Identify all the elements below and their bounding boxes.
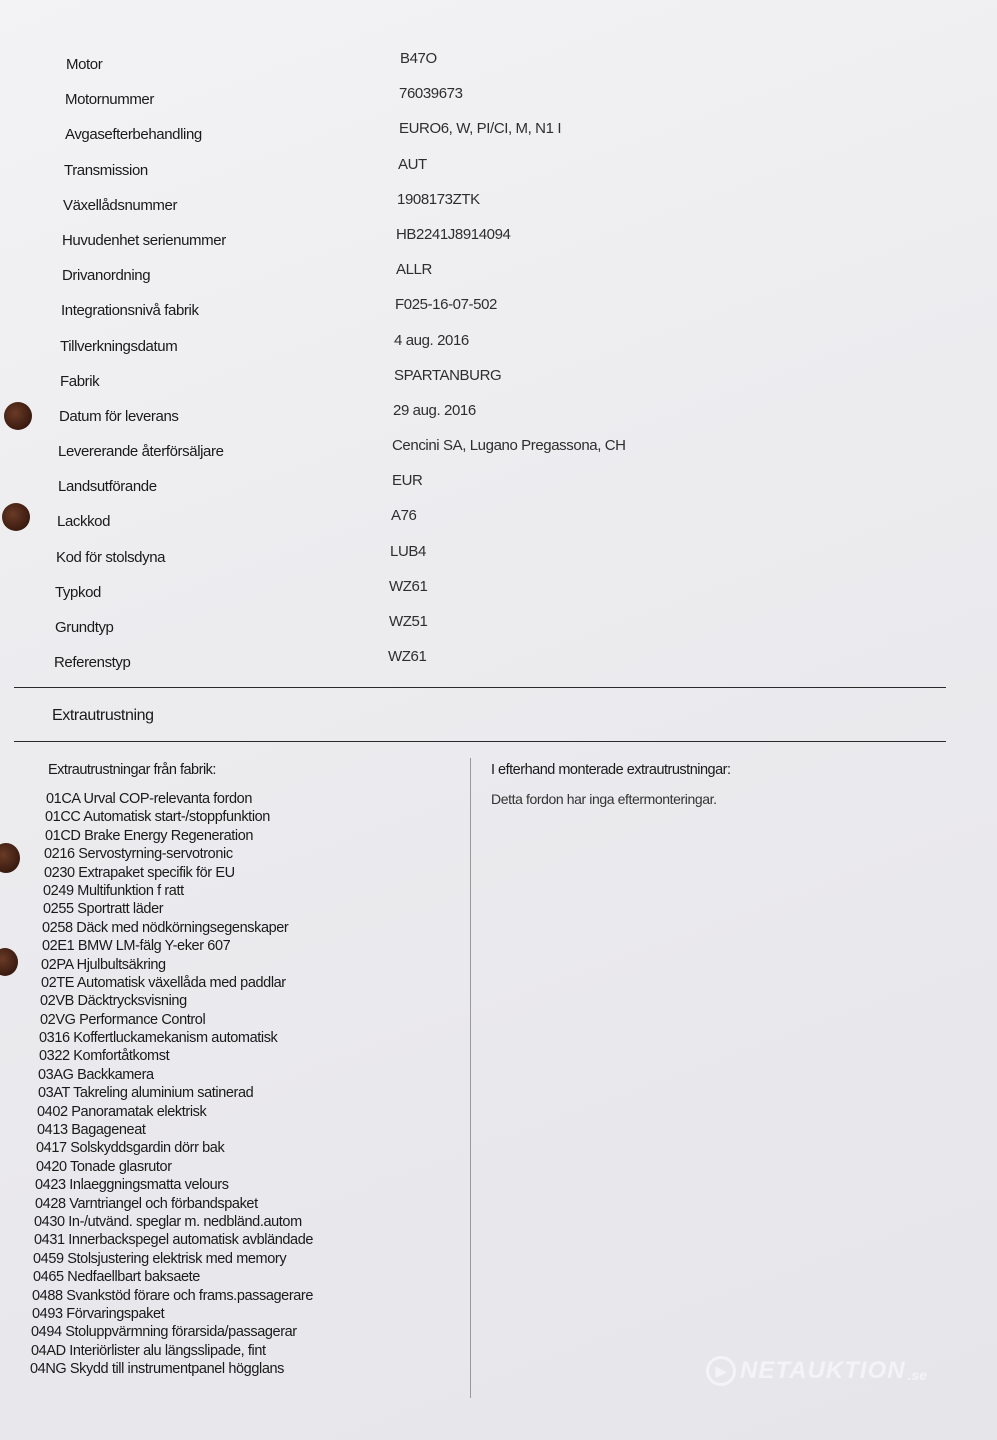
spec-row xyxy=(60,363,680,398)
factory-option-item: 04NG Skydd till instrumentpanel högglans xyxy=(30,1361,285,1378)
spec-row xyxy=(58,433,678,468)
factory-option-item: 02VG Performance Control xyxy=(40,1011,206,1028)
factory-option-item: 0465 Nedfaellbart baksaete xyxy=(33,1269,200,1286)
factory-option-item: 04AD Interiörlister alu längsslipade, fint xyxy=(31,1342,266,1359)
spec-row xyxy=(55,574,675,609)
spec-row xyxy=(61,292,681,327)
section-title: Extrautrustning xyxy=(52,707,154,724)
factory-option-item: 0420 Tonade glasrutor xyxy=(36,1158,172,1175)
watermark-logo xyxy=(706,1356,927,1386)
factory-option-item: 0494 Stoluppvärmning förarsida/passagerar xyxy=(31,1324,297,1341)
factory-option-item: 01CA Urval COP-relevanta fordon xyxy=(46,791,253,807)
spec-label: Landsutförande xyxy=(58,478,157,496)
spec-row xyxy=(66,46,686,81)
spec-value: 76039673 xyxy=(399,85,463,103)
spec-row xyxy=(65,81,685,116)
spec-label: Växellådsnummer xyxy=(63,196,178,214)
spec-row xyxy=(60,328,680,363)
spec-label: Transmission xyxy=(64,161,148,179)
factory-option-item: 0413 Bagageneat xyxy=(37,1122,146,1139)
spec-label: Datum för leverans xyxy=(59,407,179,425)
factory-option-item: 0488 Svankstöd förare och frams.passagerare xyxy=(32,1287,314,1304)
factory-option-item: 0230 Extrapaket specifik för EU xyxy=(44,864,235,881)
punch-hole xyxy=(4,402,32,430)
spec-row xyxy=(64,152,684,187)
factory-option-item: 0493 Förvaringspaket xyxy=(32,1305,165,1322)
spec-label: Referenstyp xyxy=(54,654,131,672)
divider-top xyxy=(14,687,946,688)
spec-label: Avgasefterbehandling xyxy=(65,126,202,144)
spec-label: Levererande återförsäljare xyxy=(58,443,224,461)
spec-row xyxy=(59,398,679,433)
spec-label: Integrationsnivå fabrik xyxy=(61,302,199,320)
spec-value: F025-16-07-502 xyxy=(395,296,497,314)
factory-option-item: 03AG Backkamera xyxy=(38,1066,154,1083)
spec-value: B47O xyxy=(400,50,437,67)
factory-option-item: 02TE Automatisk växellåda med paddlar xyxy=(41,974,286,991)
spec-row xyxy=(57,503,677,538)
column-divider xyxy=(470,758,471,1398)
factory-option-item: 0316 Koffertluckamekanism automatisk xyxy=(39,1030,278,1047)
factory-option-item: 02E1 BMW LM-fälg Y-eker 607 xyxy=(42,938,231,955)
factory-option-item: 03AT Takreling aluminium satinerad xyxy=(38,1085,254,1102)
punch-hole xyxy=(0,843,20,873)
factory-option-item: 0258 Däck med nödkörningsegenskaper xyxy=(42,919,289,936)
watermark-text: NETAUKTION xyxy=(740,1357,906,1384)
spec-value: WZ51 xyxy=(389,613,428,630)
spec-value: SPARTANBURG xyxy=(394,366,502,384)
spec-value: EUR xyxy=(392,472,423,490)
spec-row xyxy=(65,116,685,151)
factory-option-item: 0459 Stolsjustering elektrisk med memory xyxy=(33,1250,287,1267)
spec-value: A76 xyxy=(391,507,417,525)
factory-option-item: 0428 Varntriangel och förbandspaket xyxy=(35,1195,258,1212)
factory-option-item: 0255 Sportratt läder xyxy=(43,901,164,918)
factory-option-item: 0430 In-/utvänd. speglar m. nedbländ.autom xyxy=(34,1213,302,1230)
factory-option-item: 0322 Komfortåtkomst xyxy=(39,1048,170,1065)
spec-label: Drivanordning xyxy=(62,267,151,285)
spec-value: HB2241J8914094 xyxy=(396,225,511,243)
watermark-suffix: .se xyxy=(907,1367,928,1383)
factory-option-item: 01CC Automatisk start-/stoppfunktion xyxy=(45,809,270,826)
spec-label: Grundtyp xyxy=(55,619,114,636)
factory-option-item: 02VB Däcktrycksvisning xyxy=(40,993,187,1010)
factory-option-item: 0249 Multifunktion f ratt xyxy=(43,882,184,899)
spec-value: WZ61 xyxy=(389,577,428,595)
factory-option-item: 0423 Inlaeggningsmatta velours xyxy=(35,1177,229,1194)
factory-options-list xyxy=(30,790,466,1379)
spec-label: Motor xyxy=(66,56,103,73)
factory-option-item: 01CD Brake Energy Regeneration xyxy=(45,827,254,844)
spec-row xyxy=(58,468,678,503)
spec-row xyxy=(56,539,676,574)
factory-option-item: 0402 Panoramatak elektrisk xyxy=(37,1103,207,1120)
spec-value: ALLR xyxy=(396,261,432,279)
spec-row xyxy=(55,609,675,644)
spec-row xyxy=(54,644,674,679)
spec-label: Lackkod xyxy=(57,513,111,531)
factory-option-item: 02PA Hjulbultsäkring xyxy=(41,956,166,973)
punch-hole xyxy=(2,503,30,531)
spec-row xyxy=(62,257,682,292)
spec-label: Kod för stolsdyna xyxy=(56,548,166,566)
spec-value: WZ61 xyxy=(388,648,427,666)
spec-label: Typkod xyxy=(55,583,101,601)
aftermarket-heading: I efterhand monterade extrautrustningar: xyxy=(491,762,731,778)
spec-row xyxy=(62,222,682,257)
vehicle-spec-table xyxy=(54,46,686,679)
spec-label: Tillverkningsdatum xyxy=(60,337,178,355)
spec-value: Cencini SA, Lugano Pregassona, CH xyxy=(392,437,626,455)
spec-label: Motornummer xyxy=(65,91,154,109)
spec-value: 29 aug. 2016 xyxy=(393,401,476,419)
factory-option-item: 0417 Solskyddsgardin dörr bak xyxy=(36,1140,225,1157)
factory-options-heading: Extrautrustningar från fabrik: xyxy=(48,762,216,778)
divider-bottom xyxy=(14,741,946,742)
watermark-circle-icon: ▶ xyxy=(706,1356,736,1386)
spec-row xyxy=(63,187,683,222)
spec-value: 4 aug. 2016 xyxy=(394,331,469,349)
spec-value: EURO6, W, PI/CI, M, N1 I xyxy=(399,120,562,138)
spec-value: AUT xyxy=(398,155,427,173)
spec-label: Huvudenhet serienummer xyxy=(62,231,226,249)
spec-value: 1908173ZTK xyxy=(397,190,480,208)
factory-option-item: 0216 Servostyrning-servotronic xyxy=(44,846,233,863)
punch-hole xyxy=(0,948,18,976)
spec-label: Fabrik xyxy=(60,372,100,390)
aftermarket-text: Detta fordon har inga eftermonteringar. xyxy=(491,791,717,807)
factory-option-item: 0431 Innerbackspegel automatisk avbländade xyxy=(34,1232,314,1249)
spec-value: LUB4 xyxy=(390,542,426,560)
